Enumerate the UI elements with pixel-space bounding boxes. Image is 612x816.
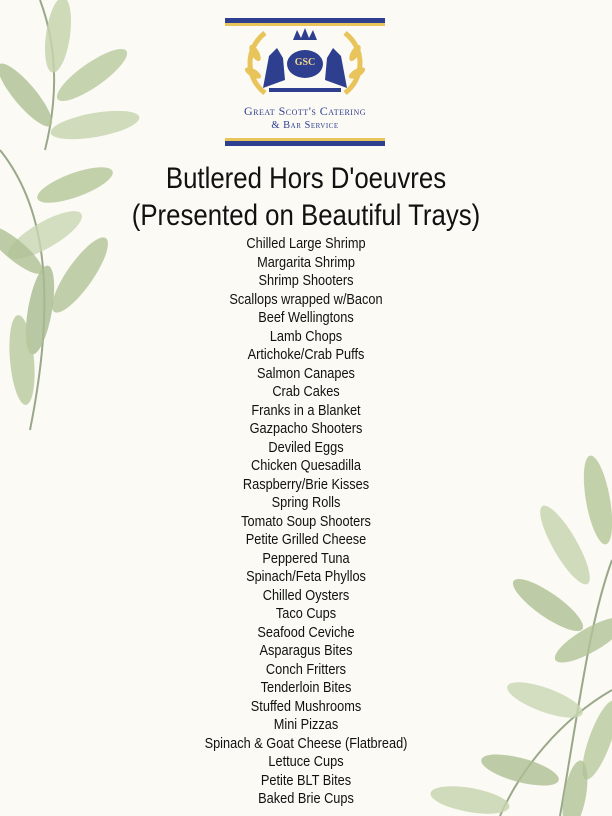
logo-company-name: Great Scott's Catering [243, 104, 367, 118]
list-item: Beef Wellingtons [258, 310, 354, 326]
list-item: Taco Cups [275, 606, 337, 622]
list-item: Peppered Tuna [262, 550, 350, 567]
list-item: Crab Cakes [272, 384, 340, 400]
list-item: Scallops wrapped w/Bacon [229, 291, 383, 308]
list-item: Margarita Shrimp [257, 254, 355, 271]
company-logo [225, 18, 385, 150]
list-item: Artichoke/Crab Puffs [247, 347, 365, 363]
list-item: Deviled Eggs [268, 439, 344, 456]
list-item: Petite Grilled Cheese [245, 532, 367, 548]
list-item: Stuffed Mushrooms [250, 698, 362, 715]
list-item: Chicken Quesadilla [251, 458, 361, 474]
list-item: Shrimp Shooters [258, 273, 354, 289]
page-subtitle: (Presented on Beautiful Trays) [131, 199, 481, 232]
page-title: Butlered Hors D'oeuvres [165, 162, 447, 195]
logo-subtitle: & Bar Service [271, 120, 339, 131]
list-item: Petite BLT Bites [260, 772, 352, 789]
list-item: Seafood Ceviche [257, 624, 355, 641]
list-item: Conch Fritters [265, 661, 347, 678]
list-item: Chilled Oysters [262, 587, 350, 604]
list-item: Tenderloin Bites [260, 680, 352, 696]
list-item: Lamb Chops [269, 328, 343, 345]
list-item: Tomato Soup Shooters [241, 513, 371, 530]
list-item: Salmon Canapes [257, 365, 355, 382]
list-item: Spinach/Feta Phyllos [246, 569, 366, 585]
list-item: Baked Brie Cups [258, 791, 354, 807]
list-item: Spinach & Goat Cheese (Flatbread) [204, 735, 408, 752]
list-item: Chilled Large Shrimp [246, 236, 366, 252]
logo-monogram: GSC [294, 57, 316, 68]
list-item: Asparagus Bites [259, 643, 353, 659]
list-item: Franks in a Blanket [251, 402, 361, 419]
list-item: Mini Pizzas [273, 717, 339, 733]
list-item: Lettuce Cups [268, 754, 344, 770]
list-item: Spring Rolls [271, 495, 341, 511]
list-item: Gazpacho Shooters [249, 421, 363, 437]
menu-list [0, 235, 612, 809]
list-item: Raspberry/Brie Kisses [242, 476, 370, 493]
